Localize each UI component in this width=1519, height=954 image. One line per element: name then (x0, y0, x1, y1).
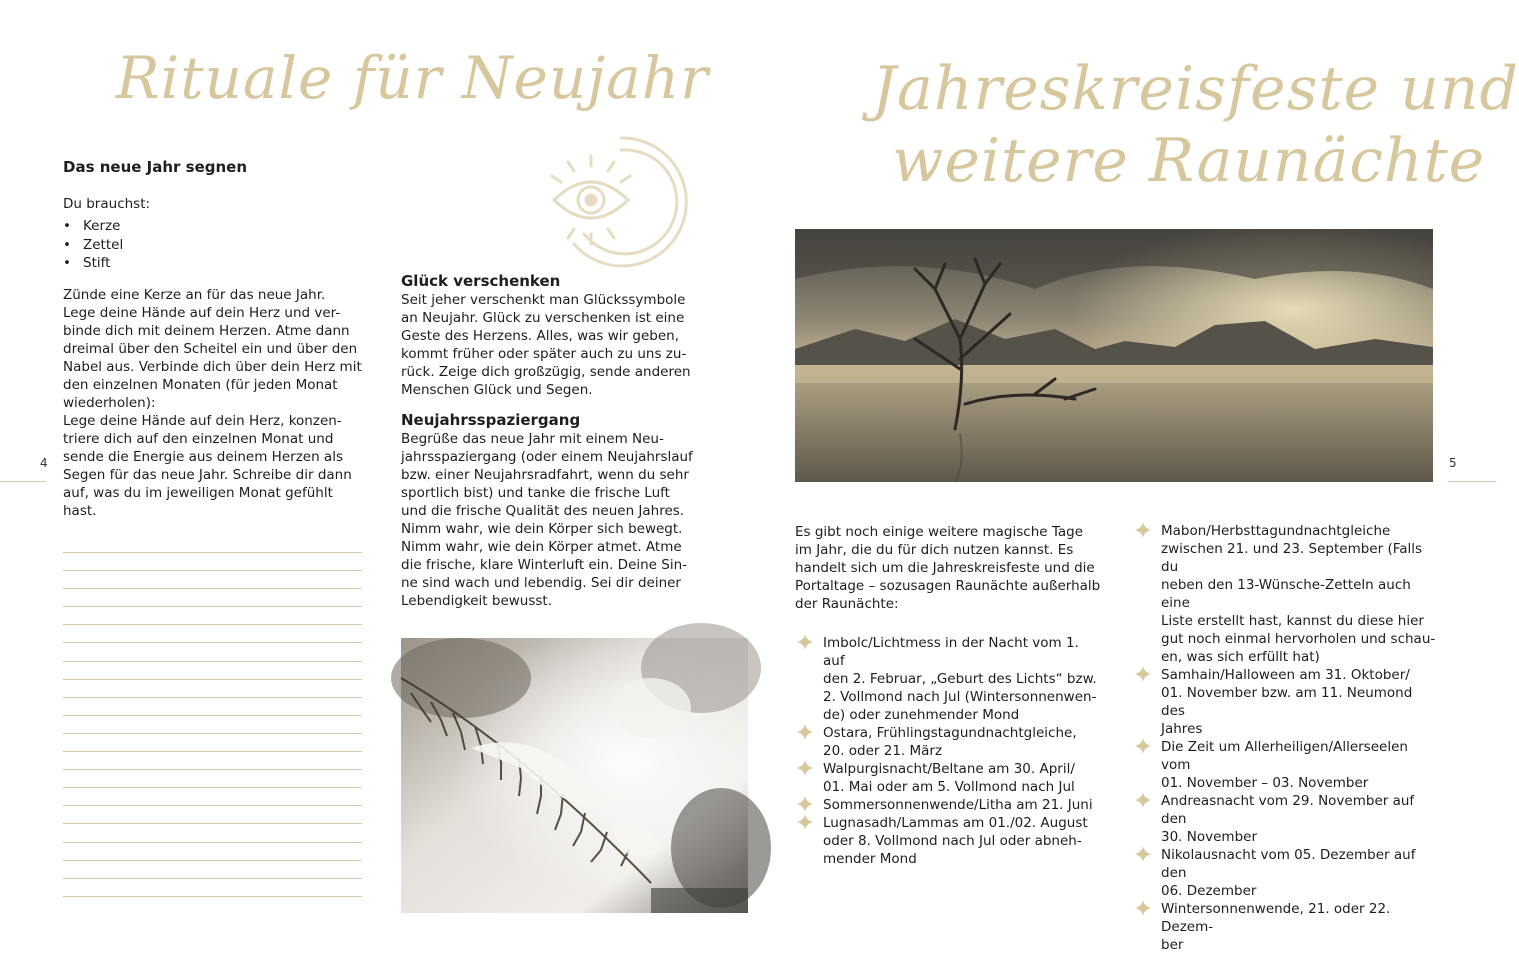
sparkle-star-icon (1135, 792, 1151, 808)
body-line: sende die Energie aus deinem Herzen als (63, 449, 343, 465)
page-rule-right (1448, 481, 1496, 482)
festival-line: mender Mond (823, 851, 917, 867)
festival-line: 01. Mai oder am 5. Vollmond nach Jul (823, 779, 1075, 795)
body-line: Geste des Herzens. Alles, was wir geben, (401, 328, 679, 344)
festival-line: Sommersonnenwende/Litha am 21. Juni (823, 797, 1093, 813)
sparkle-star-icon (1135, 846, 1151, 862)
need-list (63, 217, 123, 273)
festival-line: 20. oder 21. März (823, 743, 943, 759)
festival-item (795, 634, 1100, 724)
page-rule-left (0, 481, 46, 482)
section-heading-spaziergang: Neujahrsspaziergang (401, 411, 581, 429)
festival-list-left (795, 634, 1100, 868)
page-number-right: 5 (1449, 456, 1457, 470)
body-line: Lege deine Hände auf dein Herz und ver- (63, 305, 341, 321)
moon-eye-icon (544, 134, 690, 266)
festival-item (795, 760, 1100, 796)
festival-item (1133, 522, 1438, 666)
festival-line: oder 8. Vollmond nach Jul oder abneh- (823, 833, 1082, 849)
writing-lines[interactable] (63, 552, 362, 914)
body-line: auf, was du im jeweiligen Monat gefühlt (63, 485, 333, 501)
festival-line: Mabon/Herbsttagundnachtgleiche (1161, 523, 1391, 539)
sparkle-star-icon (1135, 900, 1151, 916)
festivals-intro (795, 523, 1105, 613)
sparkle-star-icon (1135, 522, 1151, 538)
festival-line: neben den 13-Wünsche-Zetteln auch eine (1161, 577, 1411, 611)
festival-line: Jahres (1161, 721, 1203, 737)
festival-item (795, 814, 1100, 868)
body-line: die frische, klare Winterluft ein. Deine Sin- (401, 557, 688, 573)
lake-tree-photo (795, 229, 1433, 482)
festival-line: gut noch einmal hervorholen und schau- (1161, 631, 1436, 647)
body-line: Segen für das neue Jahr. Schreibe dir dann (63, 467, 352, 483)
page-title-right-line2: weitere Raunächte (892, 126, 1486, 196)
body-line: im Jahr, die du für dich nutzen kannst. Es (795, 542, 1074, 558)
body-line: Lege deine Hände auf dein Herz, konzen- (63, 413, 342, 429)
sparkle-star-icon (797, 814, 813, 830)
need-item: • Kerze (63, 217, 123, 236)
page-title-left: Rituale für Neujahr (116, 44, 709, 112)
body-line: Portaltage – sozusagen Raunächte außerhalb (795, 578, 1101, 594)
page-title-right-line1: Jahreskreisfeste und (872, 54, 1519, 124)
festival-line: ber (1161, 937, 1184, 953)
section-heading-glueck: Glück verschenken (401, 272, 561, 290)
festival-item (795, 796, 1100, 814)
body-line: wiederholen): (63, 395, 156, 411)
festival-line: 06. Dezember (1161, 883, 1257, 899)
snowy-branch-photo (401, 638, 748, 913)
body-line: handelt sich um die Jahreskreisfeste und die (795, 560, 1095, 576)
festival-line: Ostara, Frühlingstagundnachtgleiche, (823, 725, 1077, 741)
body-line: Zünde eine Kerze an für das neue Jahr. (63, 287, 326, 303)
body-line: dreimal über den Scheitel ein und über den (63, 341, 358, 357)
festival-line: en, was sich erfüllt hat) (1161, 649, 1320, 665)
festival-line: 01. November – 03. November (1161, 775, 1369, 791)
body-line: binde dich mit deinem Herzen. Atme dann (63, 323, 350, 339)
festival-line: Lugnasadh/Lammas am 01./02. August (823, 815, 1088, 831)
festival-line: Walpurgisnacht/Beltane am 30. April/ (823, 761, 1075, 777)
body-line: bzw. einer Neujahrsradfahrt, wenn du sehr (401, 467, 689, 483)
body-line: kommt früher oder später auch zu uns zu- (401, 346, 687, 362)
festival-line: Imbolc/Lichtmess in der Nacht vom 1. auf (823, 635, 1079, 669)
body-line: ne sind wach und lebendig. Sei dir deiner (401, 575, 681, 591)
festival-line: Die Zeit um Allerheiligen/Allerseelen vom (1161, 739, 1408, 773)
body-line: Menschen Glück und Segen. (401, 382, 593, 398)
sparkle-star-icon (797, 760, 813, 776)
section-glueck (401, 272, 706, 399)
festival-line: 01. November bzw. am 11. Neumond des (1161, 685, 1413, 719)
body-line: triere dich auf den einzelnen Monat und (63, 431, 334, 447)
festival-line: de) oder zunehmender Mond (823, 707, 1020, 723)
sparkle-star-icon (1135, 666, 1151, 682)
festival-line: Nikolausnacht vom 05. Dezember auf den (1161, 847, 1416, 881)
body-line: hast. (63, 503, 97, 519)
need-item: • Stift (63, 254, 123, 273)
body-line: den einzelnen Monaten (für jeden Monat (63, 377, 338, 393)
festival-item (1133, 666, 1438, 738)
festival-item (1133, 792, 1438, 846)
body-line: und die frische Qualität des neuen Jahres. (401, 503, 685, 519)
festival-line: den 2. Februar, „Geburt des Lichts“ bzw. (823, 671, 1097, 687)
body-line: Lebendigkeit bewusst. (401, 593, 553, 609)
festival-line: 30. November (1161, 829, 1257, 845)
festival-line: Andreasnacht vom 29. November auf den (1161, 793, 1415, 827)
body-line: rück. Zeige dich großzügig, sende anderen (401, 364, 691, 380)
festival-item (1133, 846, 1438, 900)
sparkle-star-icon (797, 634, 813, 650)
need-item: • Zettel (63, 236, 123, 255)
need-label: Du brauchst: (63, 196, 151, 212)
body-line: an Neujahr. Glück zu verschenken ist eine (401, 310, 685, 326)
body-line: sportlich bist) und tanke die frische Luft (401, 485, 670, 501)
sparkle-star-icon (797, 724, 813, 740)
section-spaziergang (401, 411, 706, 610)
page-number-left: 4 (40, 456, 48, 470)
festival-line: Wintersonnenwende, 21. oder 22. Dezem- (1161, 901, 1391, 935)
body-line: jahrsspaziergang (oder einem Neujahrslauf (401, 449, 693, 465)
middle-column (401, 272, 706, 622)
festival-line: zwischen 21. und 23. September (Falls du (1161, 541, 1423, 575)
ritual-body-text (63, 286, 368, 520)
body-line: Nimm wahr, wie dein Körper atmet. Atme (401, 539, 682, 555)
sparkle-star-icon (797, 796, 813, 812)
festival-item (1133, 900, 1438, 954)
festival-item (1133, 738, 1438, 792)
festival-line: 2. Vollmond nach Jul (Wintersonnenwen- (823, 689, 1097, 705)
sparkle-star-icon (1135, 738, 1151, 754)
body-line: Begrüße das neue Jahr mit einem Neu- (401, 431, 664, 447)
festival-list-right (1133, 522, 1438, 954)
body-line: Seit jeher verschenkt man Glückssymbole (401, 292, 686, 308)
body-line: Es gibt noch einige weitere magische Tage (795, 524, 1084, 540)
festival-item (795, 724, 1100, 760)
festival-line: Liste erstellt hast, kannst du diese hier (1161, 613, 1424, 629)
festival-line: Samhain/Halloween am 31. Oktober/ (1161, 667, 1410, 683)
body-line: Nabel aus. Verbinde dich über dein Herz mit (63, 359, 362, 375)
body-line: Nimm wahr, wie dein Körper sich bewegt. (401, 521, 683, 537)
body-line: der Raunächte: (795, 596, 899, 612)
section-heading-segnen: Das neue Jahr segnen (63, 158, 248, 176)
